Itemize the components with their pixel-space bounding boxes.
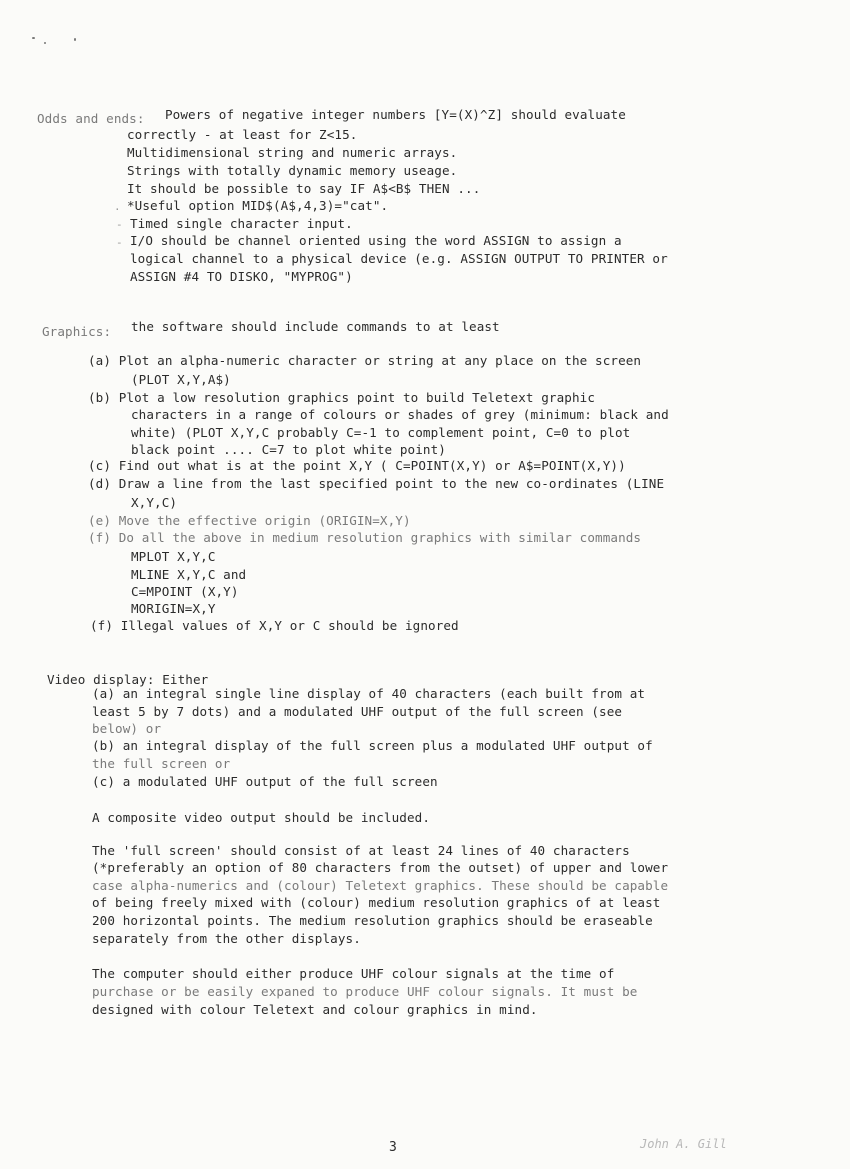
video-paragraph-line: 200 horizontal points. The medium resolution graphics should be eraseable	[92, 913, 653, 928]
graphics-item-b: characters in a range of colours or shades of grey (minimum: black and	[131, 407, 669, 422]
video-item-b: the full screen or	[92, 756, 231, 771]
graphics-item-f: (f) Do all the above in medium resolution graphics with similar commands	[88, 530, 642, 545]
video-item-b: (b) an integral display of the full screen plus a modulated UHF output of	[92, 738, 653, 753]
odds-line: I/O should be channel oriented using the word ASSIGN to assign a	[130, 233, 622, 248]
video-paragraph-line: purchase or be easily expaned to produce UHF colour signals. It must be	[92, 984, 638, 999]
margin-tick: -	[116, 218, 123, 231]
video-item-a: least 5 by 7 dots) and a modulated UHF output of the full screen (see	[92, 704, 623, 719]
video-item-a: (a) an integral single line display of 40 characters (each built from at	[92, 686, 646, 701]
video-paragraph-line: designed with colour Teletext and colour graphics in mind.	[92, 1002, 538, 1017]
odds-line: Powers of negative integer numbers [Y=(X)^Z] should evaluate	[165, 107, 626, 122]
graphics-item-g: (f) Illegal values of X,Y or C should be ignored	[90, 618, 459, 633]
graphics-heading: Graphics:	[42, 324, 112, 339]
graphics-item-d: X,Y,C)	[131, 495, 178, 510]
margin-tick: -	[116, 236, 123, 249]
video-paragraph-line: separately from the other displays.	[92, 931, 361, 946]
video-paragraph-line: of being freely mixed with (colour) medium resolution graphics of at least	[92, 895, 661, 910]
graphics-item-c: (c) Find out what is at the point X,Y ( C=POINT(X,Y) or A$=POINT(X,Y))	[88, 458, 626, 473]
odds-line: It should be possible to say IF A$<B$ THEN ...	[127, 181, 481, 196]
page-number: 3	[389, 1140, 397, 1155]
video-paragraph-line: case alpha-numerics and (colour) Teletext graphics. These should be capable	[92, 878, 669, 893]
graphics-intro: the software should include commands to at least	[131, 319, 500, 334]
graphics-item-b: (b) Plot a low resolution graphics point to build Teletext graphic	[88, 390, 596, 405]
scan-speck	[44, 42, 46, 44]
video-item-a: below) or	[92, 721, 162, 736]
odds-line: correctly - at least for Z<15.	[127, 127, 358, 142]
graphics-command: MORIGIN=X,Y	[131, 601, 216, 616]
odds-line: ASSIGN #4 TO DISKO, "MYPROG")	[130, 269, 353, 284]
graphics-item-a: (PLOT X,Y,A$)	[131, 372, 231, 387]
graphics-item-b: black point .... C=7 to plot white point)	[131, 442, 446, 457]
video-heading: Video display: Either	[47, 672, 209, 687]
odds-line: Strings with totally dynamic memory useage.	[127, 163, 458, 178]
graphics-item-e: (e) Move the effective origin (ORIGIN=X,Y)	[88, 513, 411, 528]
graphics-command: MPLOT X,Y,C	[131, 549, 216, 564]
scan-speck	[74, 38, 76, 41]
scan-speck	[32, 37, 35, 39]
odds-line: Multidimensional string and numeric arrays.	[127, 145, 458, 160]
graphics-item-b: white) (PLOT X,Y,C probably C=-1 to complement point, C=0 to plot	[131, 425, 631, 440]
margin-tick: .	[114, 200, 121, 213]
video-paragraph-line: (*preferably an option of 80 characters from the outset) of upper and lower	[92, 860, 669, 875]
video-composite: A composite video output should be included.	[92, 810, 431, 825]
graphics-item-a: (a) Plot an alpha-numeric character or string at any place on the screen	[88, 353, 642, 368]
odds-line: logical channel to a physical device (e.g. ASSIGN OUTPUT TO PRINTER or	[130, 251, 668, 266]
odds-heading: Odds and ends:	[37, 111, 145, 126]
graphics-item-d: (d) Draw a line from the last specified point to the new co-ordinates (LINE	[88, 476, 665, 491]
graphics-command: MLINE X,Y,C and	[131, 567, 247, 582]
video-paragraph-line: The computer should either produce UHF colour signals at the time of	[92, 966, 615, 981]
odds-line: *Useful option MID$(A$,4,3)="cat".	[127, 198, 389, 213]
author-signature: John A. Gill	[640, 1137, 727, 1151]
video-paragraph-line: The 'full screen' should consist of at least 24 lines of 40 characters	[92, 843, 630, 858]
graphics-command: C=MPOINT (X,Y)	[131, 584, 239, 599]
video-item-c: (c) a modulated UHF output of the full screen	[92, 774, 438, 789]
odds-line: Timed single character input.	[130, 216, 353, 231]
